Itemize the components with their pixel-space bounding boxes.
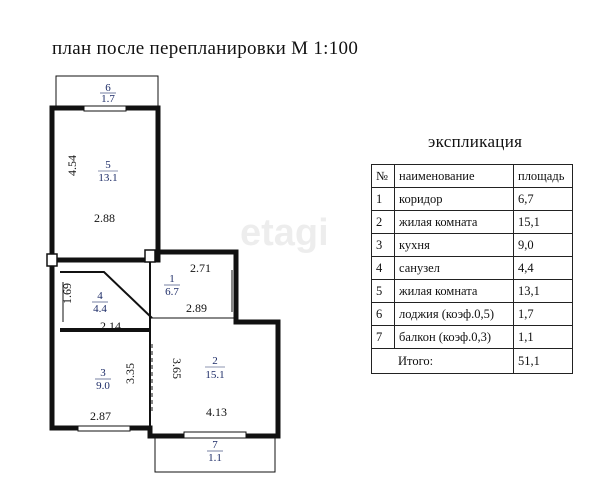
table-header-row: [372, 165, 573, 188]
dim-kitchen-width: 2.87: [90, 409, 111, 423]
row-number: 4: [372, 257, 395, 280]
row-area: 1,7: [514, 303, 573, 326]
row-area: 15,1: [514, 211, 573, 234]
total-value: 51,1: [514, 349, 573, 374]
row-area: 9,0: [514, 234, 573, 257]
table-row: [372, 257, 573, 280]
room-5-area: 13.1: [98, 172, 118, 184]
row-name: санузел: [395, 257, 514, 280]
row-name: кухня: [395, 234, 514, 257]
room-3-number: 3: [100, 367, 106, 379]
room-1-area: 6.7: [165, 286, 179, 298]
room-3-area: 9.0: [96, 380, 110, 392]
row-number: 7: [372, 326, 395, 349]
row-name: лоджия (коэф.0,5): [395, 303, 514, 326]
table-row: [372, 211, 573, 234]
explication-table: [371, 164, 573, 374]
table-row: [372, 326, 573, 349]
row-name: коридор: [395, 188, 514, 211]
row-area: 6,7: [514, 188, 573, 211]
table-row: [372, 280, 573, 303]
row-area: 13,1: [514, 280, 573, 303]
dim-corridor-length: 2.89: [186, 301, 207, 315]
table-total-row: [372, 349, 573, 374]
row-name: балкон (коэф.0,3): [395, 326, 514, 349]
watermark: etagi: [240, 212, 329, 254]
table-row: [372, 188, 573, 211]
plan-title: план после перепланировки М 1:100: [52, 38, 359, 59]
row-number: 6: [372, 303, 395, 326]
room-4-area: 4.4: [93, 303, 107, 315]
dim-room5-width: 2.88: [94, 211, 115, 225]
dim-bath-width: 2.14: [100, 319, 121, 333]
explication-title: экспликация: [428, 132, 523, 151]
row-area: 4,4: [514, 257, 573, 280]
row-name: жилая комната: [395, 211, 514, 234]
room-2-area: 15.1: [205, 369, 225, 381]
dim-bath-height: 1.69: [60, 283, 74, 304]
dim-room2-width: 4.13: [206, 405, 227, 419]
row-name: жилая комната: [395, 280, 514, 303]
row-number: 3: [372, 234, 395, 257]
room-7-area: 1.1: [208, 452, 222, 464]
room-4-number: 4: [97, 290, 103, 302]
room-2-number: 2: [212, 355, 218, 367]
room-7-number: 7: [212, 439, 218, 451]
table-row: [372, 234, 573, 257]
dim-kitchen-height: 3.35: [123, 363, 137, 384]
dim-corridor-width: 2.71: [190, 261, 211, 275]
row-area: 1,1: [514, 326, 573, 349]
row-number: 2: [372, 211, 395, 234]
header-area: площадь: [514, 165, 573, 188]
table-row: [372, 303, 573, 326]
room-1-number: 1: [169, 273, 175, 285]
total-label: Итого:: [372, 349, 514, 374]
room-5-number: 5: [105, 159, 111, 171]
header-number: №: [372, 165, 395, 188]
row-number: 5: [372, 280, 395, 303]
dim-room2-height: 3.65: [170, 358, 184, 379]
row-number: 1: [372, 188, 395, 211]
dim-room5-height: 4.54: [65, 155, 79, 176]
room-6-number: 6: [105, 82, 111, 94]
header-name: наименование: [395, 165, 514, 188]
room-6-area: 1.7: [101, 93, 115, 105]
